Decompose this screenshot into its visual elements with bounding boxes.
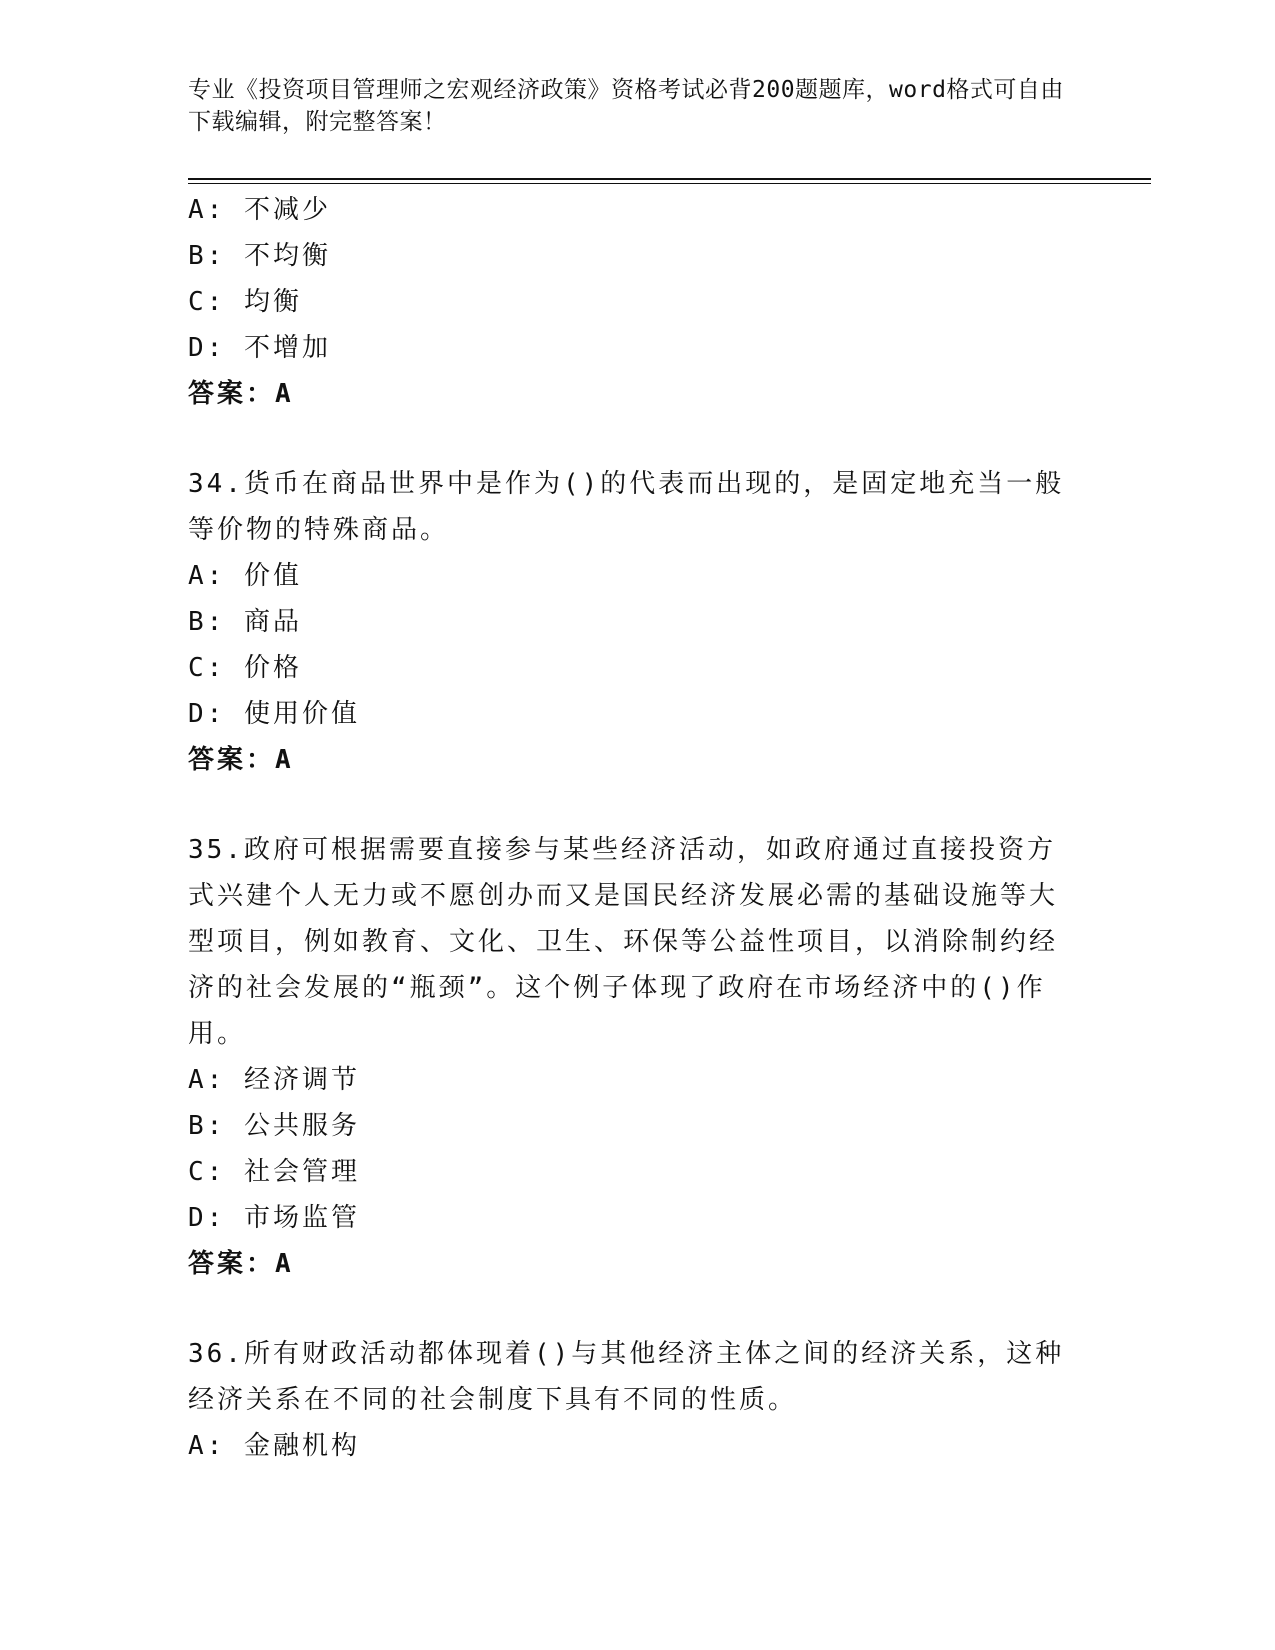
option-a: A: 不减少	[188, 195, 331, 225]
option-d: D: 市场监管	[188, 1203, 360, 1233]
option-a: A: 经济调节	[188, 1065, 360, 1095]
spacer	[188, 1287, 1068, 1331]
question-block-35	[188, 827, 1068, 1287]
header-rule-thick	[188, 178, 1151, 180]
document-header: 专业《投资项目管理师之宏观经济政策》资格考试必背200题题库，word格式可自由下载编辑，附完整答案！	[188, 77, 1064, 135]
question-text: 35.政府可根据需要直接参与某些经济活动，如政府通过直接投资方式兴建个人无力或不愿创办而又是国民经济发展必需的基础设施等大型项目，例如教育、文化、卫生、环保等公益性项目，以消除制约经济的社会发展的“瓶颈”。这个例子体现了政府在市场经济中的()作用。	[188, 835, 1059, 1049]
document-body	[188, 187, 1068, 1469]
question-text: 36.所有财政活动都体现着()与其他经济主体之间的经济关系，这种经济关系在不同的社会制度下具有不同的性质。	[188, 1339, 1065, 1415]
option-a: A: 金融机构	[188, 1431, 360, 1461]
answer-line: 答案：A	[188, 379, 294, 409]
spacer	[188, 417, 1068, 461]
question-text: 34.货币在商品世界中是作为()的代表而出现的，是固定地充当一般等价物的特殊商品。	[188, 469, 1065, 545]
option-c: C: 均衡	[188, 287, 302, 317]
option-d: D: 使用价值	[188, 699, 360, 729]
question-block-36	[188, 1331, 1068, 1469]
option-b: B: 不均衡	[188, 241, 331, 271]
question-block-33	[188, 187, 1068, 417]
answer-line: 答案：A	[188, 745, 294, 775]
option-c: C: 价格	[188, 653, 302, 683]
answer-line: 答案：A	[188, 1249, 294, 1279]
header-rule-thin	[188, 183, 1151, 184]
option-a: A: 价值	[188, 561, 302, 591]
spacer	[188, 783, 1068, 827]
option-d: D: 不增加	[188, 333, 331, 363]
option-b: B: 商品	[188, 607, 302, 637]
question-block-34	[188, 461, 1068, 783]
option-b: B: 公共服务	[188, 1111, 360, 1141]
option-c: C: 社会管理	[188, 1157, 360, 1187]
